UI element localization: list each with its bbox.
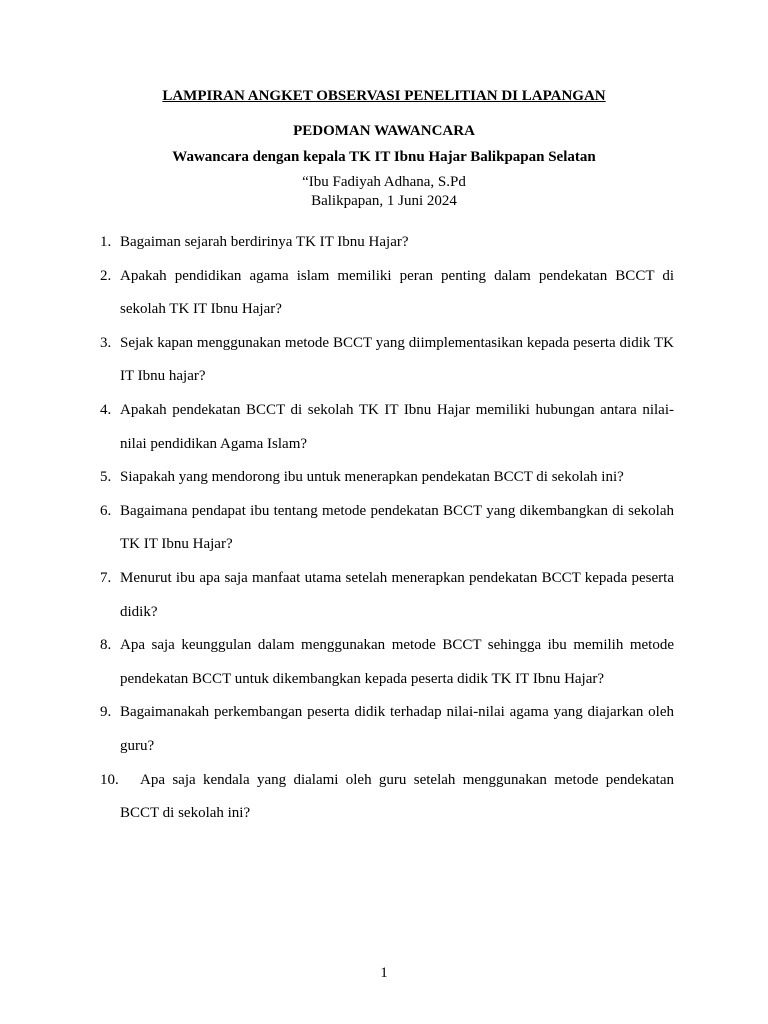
document-subtitle: PEDOMAN WAWANCARA [293, 123, 475, 139]
question-text: Bagaiman sejarah berdirinya TK IT Ibnu Hajar? [120, 234, 409, 250]
page-number: 1 [380, 965, 388, 981]
question-text: Bagaimana pendapat ibu tentang metode pendekatan BCCT yang dikembangkan di sekolah TK IT Ibnu Hajar? [120, 502, 674, 553]
question-item [100, 629, 674, 696]
question-number: 4. [100, 401, 112, 418]
question-number: 2. [100, 267, 112, 284]
question-item [100, 394, 674, 461]
question-text: Apa saja kendala yang dialami oleh guru setelah menggunakan metode pendekatan BCCT di sekolah ini? [120, 771, 674, 822]
question-text: Apa saja keunggulan dalam menggunakan metode BCCT sehingga ibu memilih metode pendekatan BCCT untuk dikembangkan kepada peserta didik TK IT Ibnu Hajar? [120, 637, 674, 687]
question-text: Apakah pendidikan agama islam memiliki peran penting dalam pendekatan BCCT di sekolah TK IT Ibnu Hajar? [120, 267, 674, 318]
question-number: 3. [100, 334, 112, 351]
question-number: 8. [100, 637, 112, 654]
question-number: 7. [100, 569, 112, 586]
question-number: 5. [100, 469, 112, 486]
question-item [100, 696, 674, 763]
question-text: Sejak kapan menggunakan metode BCCT yang diimplementasikan kepada peserta didik TK IT Ibnu hajar? [120, 334, 674, 385]
question-item [100, 764, 674, 831]
question-number: 6. [100, 502, 112, 519]
question-text: Bagaimanakah perkembangan peserta didik terhadap nilai-nilai agama yang diajarkan oleh guru? [120, 704, 674, 754]
interview-subject: Wawancara dengan kepala TK IT Ibnu Hajar Balikpapan Selatan [172, 149, 596, 165]
question-number: 1. [100, 234, 112, 250]
question-number: 10. [100, 771, 119, 788]
question-number: 9. [100, 704, 112, 721]
question-text: Apakah pendekatan BCCT di sekolah TK IT Ibnu Hajar memiliki hubungan antara nilai-nilai pendidikan Agama Islam? [120, 401, 674, 452]
place-date: Balikpapan, 1 Juni 2024 [311, 193, 457, 209]
question-item [100, 461, 674, 495]
question-text: Siapakah yang mendorong ibu untuk menerapkan pendekatan BCCT di sekolah ini? [120, 469, 624, 486]
document-title: LAMPIRAN ANGKET OBSERVASI PENELITIAN DI LAPANGAN [162, 88, 606, 104]
question-item [100, 226, 674, 260]
question-item [100, 562, 674, 629]
question-list [100, 226, 674, 831]
question-text: Menurut ibu apa saja manfaat utama setelah menerapkan pendekatan BCCT kepada peserta didik? [120, 569, 674, 620]
question-item [100, 260, 674, 327]
interviewee-name: “Ibu Fadiyah Adhana, S.Pd [302, 174, 466, 190]
question-item [100, 495, 674, 562]
question-item [100, 327, 674, 394]
